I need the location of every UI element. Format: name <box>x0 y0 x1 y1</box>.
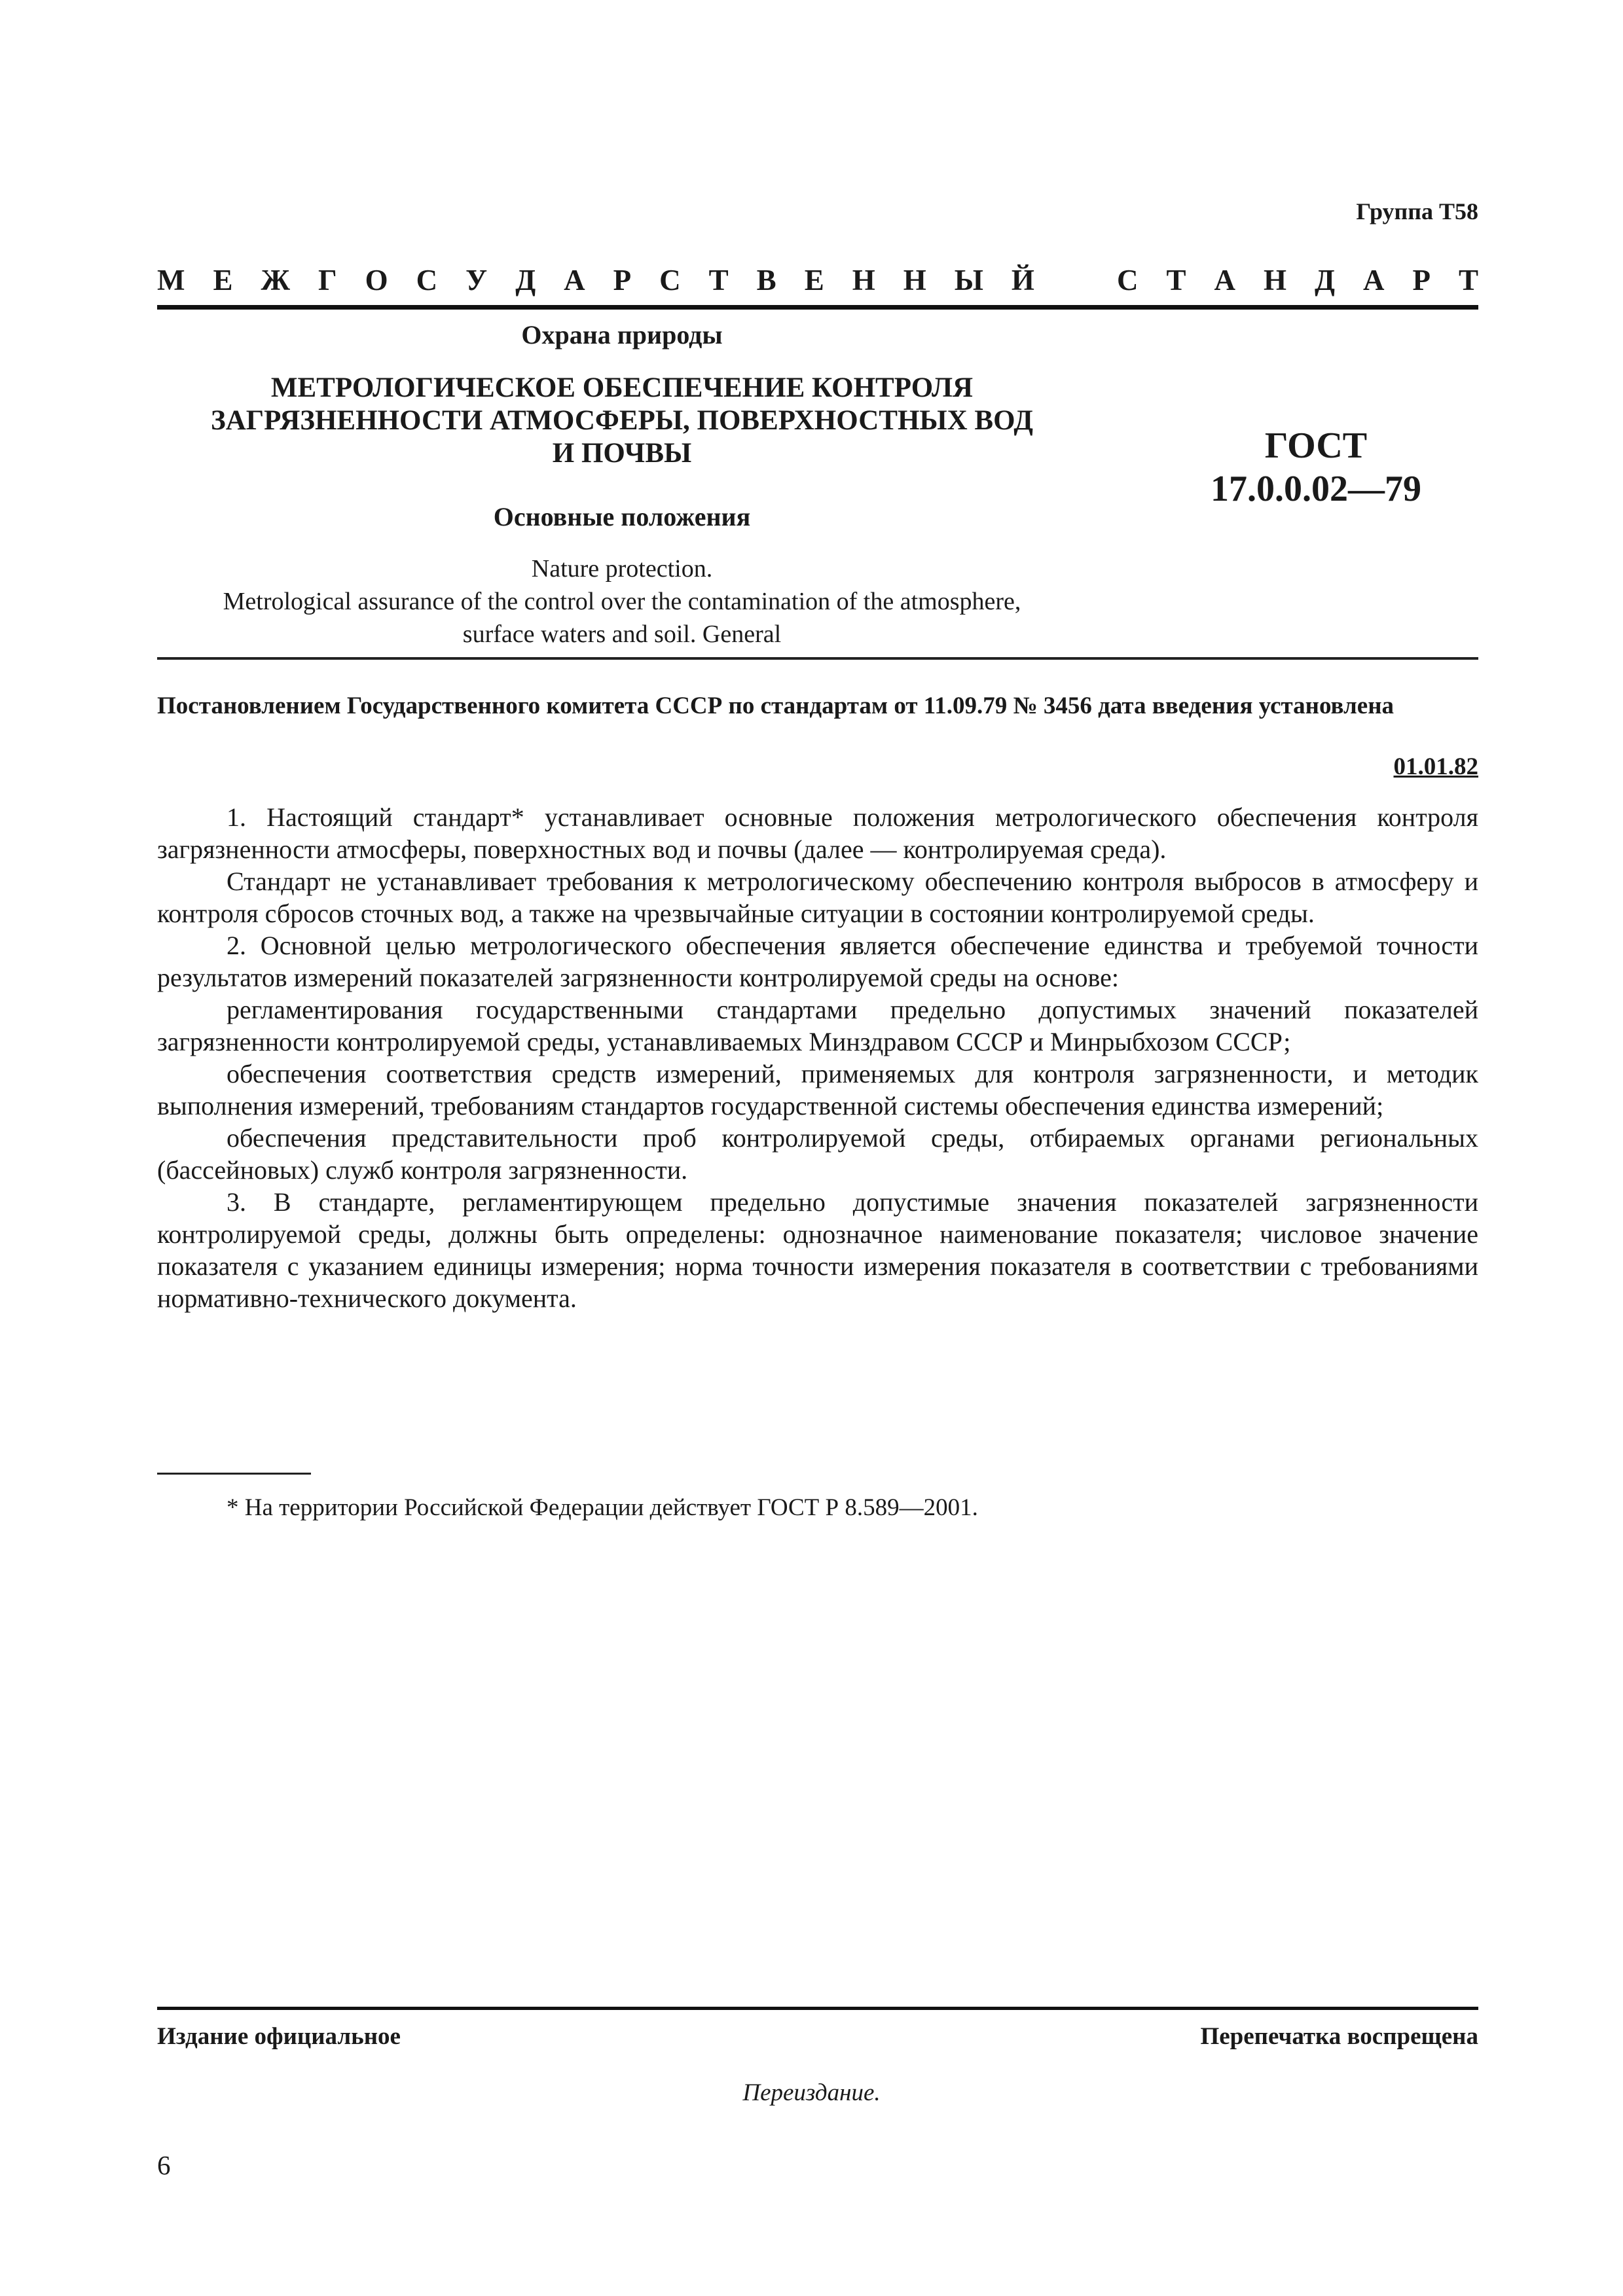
group-label: Группа Т58 <box>1356 198 1478 224</box>
document-subtitle: Основные положения <box>493 502 751 531</box>
paragraph: 3. В стандарте, регламентирующем предельно допустимые значения показателей загрязненности контролируемой среды, должны быть определены: однозначное наименование показателя; числовое значение показателя с указанием единицы измерения; норма точности измерения показателя в соответствии с требованиями нормативно-технического документа. <box>157 1187 1478 1313</box>
heading-letter: Н <box>903 264 926 296</box>
english-title-line: surface waters and soil. General <box>462 620 782 648</box>
title-bottom-rule <box>157 657 1478 660</box>
gost-number: 17.0.0.02—79 <box>1211 469 1421 509</box>
heading-letter: Н <box>852 264 875 296</box>
official-edition-label: Издание официальное <box>157 2023 401 2050</box>
reissue-label: Переиздание. <box>742 2079 881 2106</box>
heading-word-gap <box>1063 260 1089 300</box>
reprint-prohibited-label: Перепечатка воспрещена <box>1200 2023 1478 2050</box>
heading-letter: Е <box>213 264 233 296</box>
heading-letter: Т <box>708 264 729 296</box>
heading-letter: Ы <box>954 264 983 296</box>
paragraph: 2. Основной целью метрологического обеспечения является обеспечение единства и требуемой точности результатов измерений показателей загрязненности контролируемой среды на основе: <box>157 931 1478 992</box>
heading-letter: Г <box>318 264 337 296</box>
title-line: ЗАГРЯЗНЕННОСТИ АТМОСФЕРЫ, ПОВЕРХНОСТНЫХ ВОД <box>211 405 1033 436</box>
heading-letter: А <box>564 264 585 296</box>
heading-letter: О <box>365 264 388 296</box>
document-title <box>157 372 1087 470</box>
category-heading: Охрана природы <box>521 320 723 350</box>
title-line: И ПОЧВЫ <box>552 438 692 469</box>
footnote-separator <box>157 1473 311 1475</box>
heading-letter: Р <box>1412 264 1431 296</box>
heading-letter: С <box>416 264 438 296</box>
paragraph: регламентирования государственными стандартами предельно допустимых значений показателей загрязненности контролируемой среды, устанавливаемых Минздравом СССР и Минрыбхозом СССР; <box>157 995 1478 1056</box>
heading-letter: Т <box>1458 264 1478 296</box>
heading-letter: А <box>1214 264 1235 296</box>
heading-letter: С <box>1116 264 1139 296</box>
heading-letter: Д <box>1314 264 1335 296</box>
paragraph: обеспечения соответствия средств измерений, применяемых для контроля загрязненности, и методик выполнения измерений, требованиям стандартов государственной системы обеспечения единства измерений; <box>157 1059 1478 1121</box>
paragraph: 1. Настоящий стандарт* устанавливает основные положения метрологического обеспечения контроля загрязненности атмосферы, поверхностных вод и почвы (далее — контролируемая среда). <box>157 802 1478 864</box>
heading-letter: Й <box>1011 264 1034 296</box>
gost-designation <box>1159 424 1473 511</box>
body-text <box>157 801 1478 1314</box>
effective-date: 01.01.82 <box>1393 753 1478 780</box>
heading-letter: Н <box>1263 264 1286 296</box>
heading-letter: Е <box>804 264 824 296</box>
paragraph: обеспечения представительности проб контролируемой среды, отбираемых органами региональных (бассейновых) служб контроля загрязненности. <box>157 1123 1478 1185</box>
english-title-line: Nature protection. <box>531 555 713 583</box>
paragraph: Стандарт не устанавливает требования к метрологическому обеспечению контроля выбросов в атмосферу и контроля сбросов сточных вод, а также на чрезвычайные ситуации в состоянии контролируемой среды. <box>157 867 1478 928</box>
heading-letter: Ж <box>261 264 290 296</box>
heading-letter: Д <box>515 264 536 296</box>
heading-letter: В <box>756 264 776 296</box>
header-rule <box>157 305 1478 310</box>
english-title-line: Metrological assurance of the control over the contamination of the atmosphere, <box>223 588 1021 615</box>
gost-label: ГОСТ <box>1264 425 1368 466</box>
heading-letter: А <box>1362 264 1385 296</box>
heading-letter: У <box>465 264 488 296</box>
interstate-standard-heading <box>157 260 1478 300</box>
title-line: МЕТРОЛОГИЧЕСКОЕ ОБЕСПЕЧЕНИЕ КОНТРОЛЯ <box>270 372 974 403</box>
heading-letter: С <box>659 264 681 296</box>
page-number: 6 <box>157 2150 171 2180</box>
footnote: * На территории Российской Федерации действует ГОСТ Р 8.589—2001. <box>227 1494 978 1521</box>
heading-letter: Т <box>1166 264 1186 296</box>
heading-letter: М <box>157 264 185 296</box>
english-title <box>157 552 1087 651</box>
heading-letter: Р <box>613 264 632 296</box>
decree-text: Постановлением Государственного комитета СССР по стандартам от 11.09.79 № 3456 дата введения установлена <box>157 692 1395 719</box>
footer-rule <box>157 2007 1478 2010</box>
